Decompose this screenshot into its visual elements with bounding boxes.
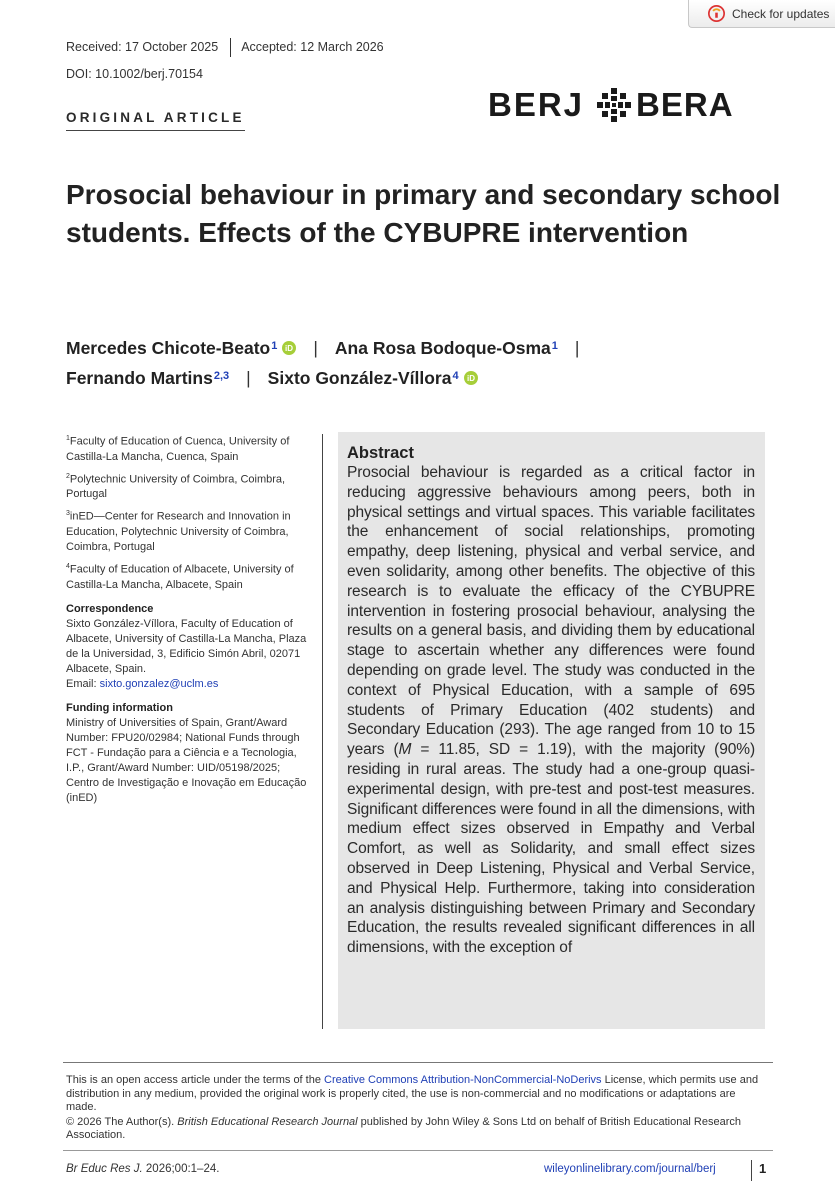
author-separator: | [574, 338, 580, 358]
column-divider [322, 434, 323, 1029]
email-link[interactable]: sixto.gonzalez@uclm.es [99, 677, 219, 690]
abstract-heading: Abstract [347, 444, 414, 462]
check-for-updates-label: Check for updates [732, 6, 830, 21]
abstract-text: Prosocial behaviour is regarded as a critical factor in reducing aggressive behaviours among peers, both in physical settings and virtual spaces. This variable facilitates the enhancement of social relationships, promoting empathy, deep listening, physical and verbal service, and even solidarity, among other benefits. The objective of this research is to evaluate the efficacy of the CYBUPRE intervention in fostering prosocial behaviour, analysing the results on a general basis, and dividing them by educational stage to ascertain whether any differences were found depending on grade level. The study was conducted in the context of Physical Education, with a sample of 695 students of Primary Education (402 students) and Secondary Education (293). The age ranged from 10 to 15 years (M = 11.85, SD = 1.19), with the majority (90%) residing in rural areas. The study had a one-group quasi-experimental design, with pre-test and post-test measures. Significant differences were found in all the dimensions, with medium effect sizes observed in Empathy and Verbal Comfort, as well as Solidarity, and small effect sizes observed in Deep Listening, Physical and Verbal Service, and Physical Help. Furthermore, taking into consideration an analysis distinguishing between Primary and Secondary Education, the results revealed significant differences in all dimensions, with the exception of [347, 464, 756, 957]
update-badge-icon [708, 5, 725, 22]
berj-logo: BERJ [488, 86, 585, 123]
article-title: Prosocial behaviour in primary and secondary school students. Effects of the CYBUPRE intervention [66, 179, 781, 248]
affiliation: $^2$Polytechnic University of Coimbra, Coimbra, Portugal [66, 472, 286, 501]
funding-heading: Funding information [66, 701, 173, 714]
citation: Br Educ Res J. 2026;00:1–24. [66, 1163, 220, 1175]
check-for-updates-button[interactable] [688, 0, 835, 28]
page-number: 1 [759, 1161, 767, 1176]
journal-url-link[interactable]: wileyonlinelibrary.com/journal/berj [544, 1163, 716, 1175]
orcid-icon[interactable] [464, 371, 478, 385]
publication-dates [66, 40, 384, 57]
received-date: Received: 17 October 2025 [66, 40, 219, 54]
orcid-icon[interactable] [282, 341, 296, 355]
author-row [66, 333, 766, 363]
page-footer-divider [63, 1150, 773, 1151]
correspondence-text: Sixto González-Víllora, Faculty of Education of Albacete, University of Castilla-La Mancha, Plaza de la Universidad, 3, Edificio Simón Abril, 02071 Albacete, Spain. Email: sixto.gonzalez@uclm.es [66, 617, 307, 690]
date-divider [230, 38, 231, 57]
funding-text: Ministry of Universities of Spain, Grant/Award Number: FPU20/02984; National Funds through FCT - Fundação para a Ciência e a Tecnologia, I.P., Grant/Award Number: UID/05198/2025; Centro de Investigação e Inovação em Educação (inED) [66, 716, 307, 804]
author-name[interactable]: Mercedes Chicote-Beato [66, 338, 271, 358]
author-separator: | [246, 368, 251, 388]
author-affiliation-ref[interactable]: 1 [551, 340, 558, 352]
footer-separator [751, 1160, 752, 1181]
affiliation: $^4$Faculty of Education of Albacete, University of Castilla-La Mancha, Albacete, Spain [66, 562, 294, 591]
journal-logos [488, 86, 734, 124]
author-name[interactable]: Ana Rosa Bodoque-Osma [334, 338, 551, 358]
author-affiliation-ref[interactable]: 2,3 [213, 370, 230, 382]
affiliation: $^3$inED—Center for Research and Innovation in Education, Polytechnic University of Coimbra, Coimbra, Portugal [66, 510, 291, 553]
svg-text:iD: iD [285, 344, 294, 353]
footer-divider [63, 1062, 773, 1063]
creative-commons-link[interactable]: Creative Commons Attribution-NonCommercial-NoDerivs [324, 1074, 602, 1086]
author-separator: | [313, 338, 318, 358]
article-type: ORIGINAL ARTICLE [66, 110, 245, 131]
article-metadata-column [66, 431, 316, 806]
correspondence-heading: Correspondence [66, 602, 154, 615]
author-affiliation-ref[interactable]: 4 [452, 370, 459, 382]
author-list [66, 333, 766, 393]
author-affiliation-ref[interactable]: 1 [271, 340, 278, 352]
svg-text:iD: iD [466, 374, 475, 383]
bera-logo: BERA [636, 86, 734, 123]
affiliation: $^1$Faculty of Education of Cuenca, University of Castilla-La Mancha, Cuenca, Spain [66, 435, 290, 463]
author-row [66, 363, 766, 393]
accepted-date: Accepted: 12 March 2026 [241, 40, 384, 54]
copyright-notice: © 2026 The Author(s). British Educational Research Journal published by John Wiley & Sons Ltd on behalf of British Educational Research Association. [66, 1115, 742, 1141]
author-name[interactable]: Sixto González-Víllora [267, 368, 452, 388]
abstract-box [338, 432, 765, 1029]
license-notice: This is an open access article under the terms of the Creative Commons Attribution-NonCommercial-NoDerivs License, which permits use and distribution in any medium, provided the original work is properly cited, the use is non-commercial and no modifications or adaptations are made. © 2026 The Author(s). British Educational Research Journal published by John Wiley & Sons Ltd on behalf of British Educational Research Association. [66, 1074, 766, 1143]
doi: DOI: 10.1002/berj.70154 [66, 67, 203, 81]
bera-mark-icon [597, 88, 631, 122]
author-name[interactable]: Fernando Martins [66, 368, 213, 388]
